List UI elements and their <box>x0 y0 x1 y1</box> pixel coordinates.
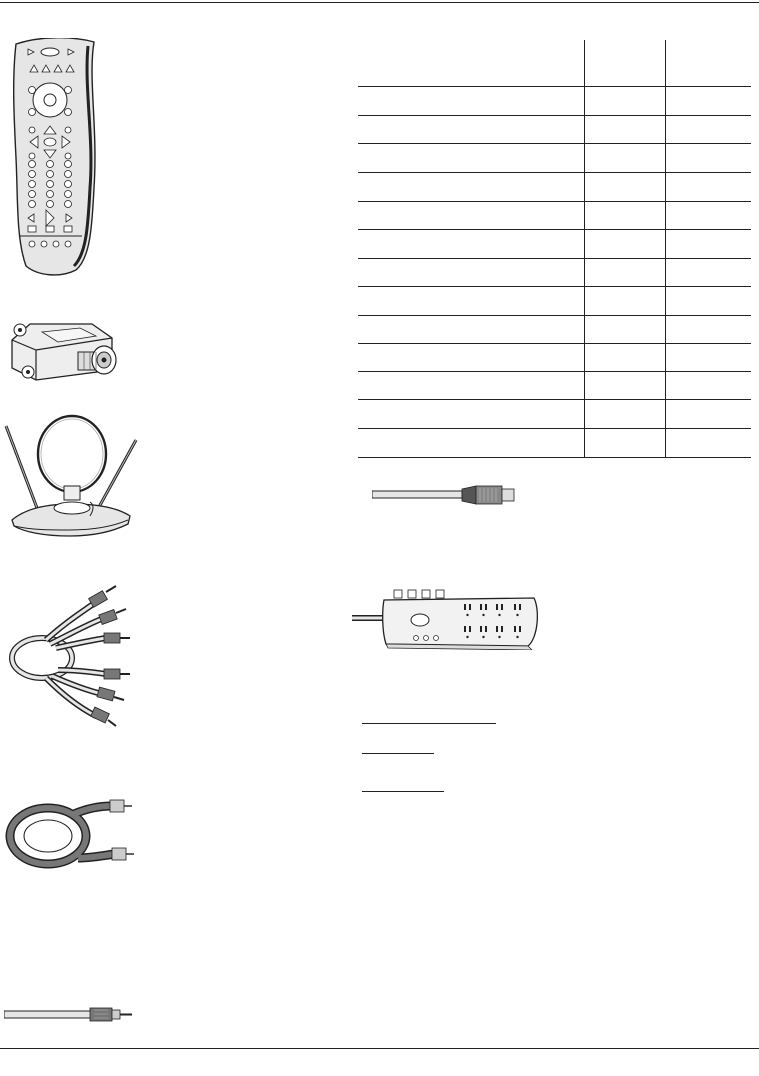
table-header-row <box>358 40 751 87</box>
underline-blank <box>362 791 444 792</box>
s-video-cable-illustration <box>372 484 520 506</box>
table-row <box>358 344 751 372</box>
table-cell <box>358 316 584 344</box>
table-cell <box>584 287 665 316</box>
table-row <box>358 316 751 344</box>
bottom-rule <box>0 1048 759 1049</box>
table-cell <box>584 230 665 259</box>
remote-control-icon <box>10 38 102 278</box>
table-cell <box>358 372 584 400</box>
underline-blank <box>362 723 496 724</box>
table-header-cell <box>665 40 751 87</box>
av-cable-icon <box>6 578 136 730</box>
table-cell <box>358 400 584 429</box>
indoor-antenna-illustration <box>2 412 142 540</box>
table-cell <box>665 144 751 173</box>
power-strip-icon <box>352 588 544 650</box>
table-cell <box>584 87 665 116</box>
table-row <box>358 173 751 202</box>
underline-blank <box>362 753 434 754</box>
table-row <box>358 87 751 116</box>
table-row <box>358 144 751 173</box>
table-cell <box>358 87 584 116</box>
s-video-cable-icon <box>372 484 520 506</box>
table-cell <box>358 259 584 287</box>
table-row <box>358 400 751 429</box>
table-cell <box>358 429 584 458</box>
top-rule <box>0 2 759 3</box>
table-cell <box>358 344 584 372</box>
table-cell <box>584 400 665 429</box>
table-cell <box>665 287 751 316</box>
table-cell <box>665 230 751 259</box>
table-cell <box>358 202 584 230</box>
single-rca-cable-illustration <box>4 1004 134 1026</box>
table-row <box>358 202 751 230</box>
table-cell <box>358 173 584 202</box>
table-row <box>358 287 751 316</box>
table-cell <box>665 259 751 287</box>
table-cell <box>665 116 751 144</box>
table-cell <box>665 400 751 429</box>
audio-video-cables-illustration <box>6 578 136 730</box>
coax-cable-icon <box>4 794 134 878</box>
table-header-cell <box>358 40 584 87</box>
table-cell <box>665 316 751 344</box>
coaxial-cable-illustration <box>4 794 134 878</box>
accessories-table <box>358 40 751 458</box>
remote-control-illustration <box>10 38 102 278</box>
table-cell <box>665 429 751 458</box>
table-cell <box>665 87 751 116</box>
table-cell <box>584 429 665 458</box>
table-cell <box>584 116 665 144</box>
table-cell <box>665 344 751 372</box>
table-row <box>358 259 751 287</box>
table-cell <box>584 316 665 344</box>
antenna-icon <box>2 412 142 540</box>
table-body <box>358 87 751 458</box>
table-cell <box>358 287 584 316</box>
table-cell <box>358 230 584 259</box>
table-cell <box>665 372 751 400</box>
table-cell <box>665 173 751 202</box>
splitter-icon <box>8 318 136 386</box>
signal-splitter-illustration <box>8 318 136 386</box>
table-row <box>358 429 751 458</box>
table-row <box>358 116 751 144</box>
table-cell <box>584 144 665 173</box>
table-row <box>358 230 751 259</box>
surge-protector-illustration <box>352 588 544 650</box>
table-cell <box>358 116 584 144</box>
table-row <box>358 372 751 400</box>
table-cell <box>584 372 665 400</box>
table-cell <box>584 173 665 202</box>
table-cell <box>584 344 665 372</box>
table-cell <box>584 259 665 287</box>
table-cell <box>584 202 665 230</box>
rca-cable-icon <box>4 1004 134 1026</box>
table-header-cell <box>584 40 665 87</box>
table-cell <box>358 144 584 173</box>
table-cell <box>665 202 751 230</box>
